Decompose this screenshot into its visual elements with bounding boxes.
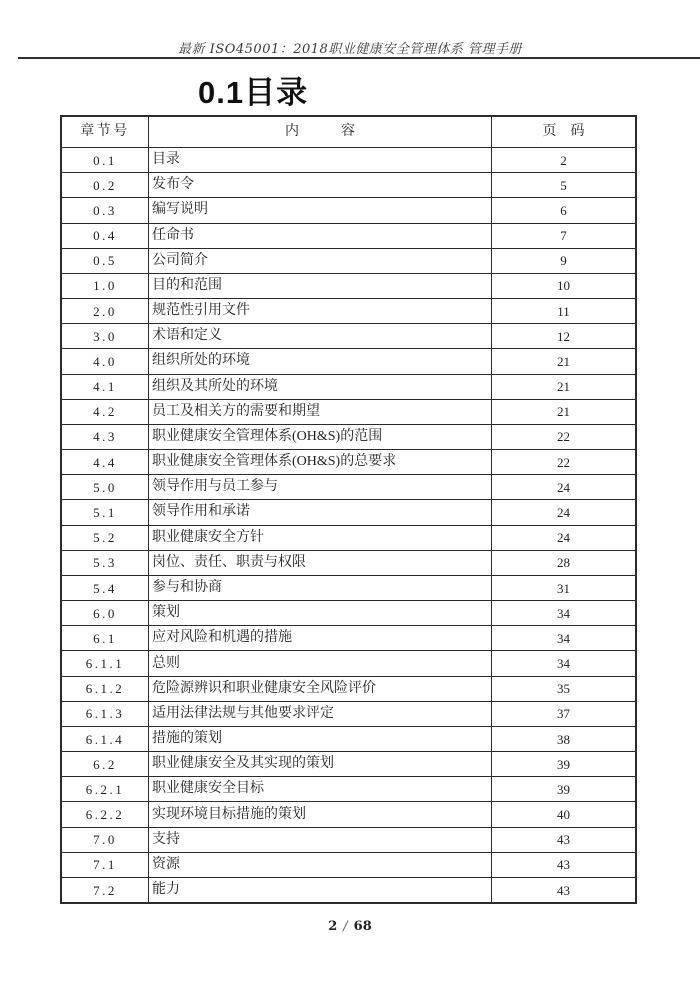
table-row bbox=[62, 525, 635, 550]
chapter-cell: 5.4 bbox=[62, 576, 149, 600]
content-cell: 编写说明 bbox=[152, 202, 208, 218]
content-cell: 参与和协商 bbox=[152, 580, 222, 595]
chapter-cell: 6.1.1 bbox=[62, 651, 149, 675]
table-row bbox=[62, 575, 635, 600]
table-row bbox=[62, 374, 635, 399]
page-cell: 38 bbox=[491, 727, 635, 751]
table-row bbox=[62, 323, 635, 348]
page-title: 0.1目录 bbox=[198, 75, 309, 110]
table-row bbox=[62, 223, 635, 248]
current-page-number: 2 bbox=[328, 919, 338, 934]
page-cell: 22 bbox=[491, 425, 635, 449]
page-cell: 40 bbox=[491, 802, 635, 826]
chapter-cell: 6.2 bbox=[62, 752, 149, 776]
chapter-cell: 6.2.2 bbox=[62, 802, 149, 826]
page-cell: 21 bbox=[491, 375, 635, 399]
chapter-cell: 0.2 bbox=[62, 173, 149, 197]
table-row bbox=[62, 827, 635, 852]
content-cell: 支持 bbox=[152, 831, 180, 847]
chapter-cell: 1.0 bbox=[62, 274, 149, 298]
chapter-cell: 4.4 bbox=[62, 450, 149, 474]
page-cell: 2 bbox=[491, 148, 635, 172]
table-row bbox=[62, 877, 635, 902]
page-cell: 39 bbox=[491, 752, 635, 776]
toc-table bbox=[60, 115, 637, 904]
header-divider-line bbox=[18, 57, 700, 59]
page-cell: 28 bbox=[491, 551, 635, 575]
chapter-cell: 0.4 bbox=[62, 224, 149, 248]
table-row bbox=[62, 701, 635, 726]
column-header-page: 页 码 bbox=[491, 117, 635, 147]
content-cell: 目录 bbox=[152, 152, 180, 168]
table-row bbox=[62, 676, 635, 701]
page-cell: 21 bbox=[491, 400, 635, 424]
chapter-cell: 4.2 bbox=[62, 400, 149, 424]
chapter-cell: 0.3 bbox=[62, 198, 149, 222]
table-row bbox=[62, 172, 635, 197]
content-cell: 职业健康安全及其实现的策划 bbox=[152, 756, 334, 772]
chapter-cell: 0.1 bbox=[62, 148, 149, 172]
table-row bbox=[62, 298, 635, 323]
chapter-cell: 3.0 bbox=[62, 324, 149, 348]
chapter-cell: 4.3 bbox=[62, 425, 149, 449]
page-cell: 24 bbox=[491, 526, 635, 550]
chapter-cell: 7.0 bbox=[62, 828, 149, 852]
page-number-separator: / bbox=[343, 919, 348, 934]
page-cell: 21 bbox=[491, 349, 635, 373]
table-row bbox=[62, 625, 635, 650]
page-number-footer bbox=[0, 919, 700, 934]
page-cell: 43 bbox=[491, 853, 635, 877]
content-cell: 危险源辨识和职业健康安全风险评价 bbox=[152, 680, 376, 696]
chapter-cell: 4.1 bbox=[62, 375, 149, 399]
content-cell: 策划 bbox=[152, 605, 180, 621]
content-cell: 资源 bbox=[152, 856, 180, 872]
content-cell: 职业健康安全管理体系(OH&S)的范围 bbox=[152, 428, 383, 444]
content-cell: 领导作用与员工参与 bbox=[152, 479, 278, 495]
toc-table-header-row bbox=[62, 117, 635, 147]
chapter-cell: 7.1 bbox=[62, 853, 149, 877]
content-cell: 领导作用和承诺 bbox=[152, 504, 250, 520]
content-cell: 规范性引用文件 bbox=[152, 303, 250, 319]
content-cell: 岗位、责任、职责与权限 bbox=[152, 554, 306, 570]
chapter-cell: 5.2 bbox=[62, 526, 149, 550]
page-cell: 24 bbox=[491, 475, 635, 499]
content-cell: 术语和定义 bbox=[152, 328, 222, 344]
table-row bbox=[62, 197, 635, 222]
page-cell: 24 bbox=[491, 500, 635, 524]
content-cell: 适用法律法规与其他要求评定 bbox=[152, 705, 334, 721]
chapter-cell: 6.1 bbox=[62, 626, 149, 650]
chapter-cell: 6.0 bbox=[62, 601, 149, 625]
table-row bbox=[62, 726, 635, 751]
chapter-cell: 6.1.2 bbox=[62, 677, 149, 701]
table-row bbox=[62, 273, 635, 298]
chapter-cell: 4.0 bbox=[62, 349, 149, 373]
content-cell: 职业健康安全方针 bbox=[152, 529, 264, 545]
page-cell: 7 bbox=[491, 224, 635, 248]
page-cell: 22 bbox=[491, 450, 635, 474]
table-row bbox=[62, 449, 635, 474]
chapter-cell: 2.0 bbox=[62, 299, 149, 323]
page-cell: 11 bbox=[491, 299, 635, 323]
content-cell: 目的和范围 bbox=[152, 277, 222, 293]
content-cell: 任命书 bbox=[152, 227, 194, 243]
content-cell: 应对风险和机遇的措施 bbox=[152, 630, 292, 646]
column-header-content: 内 容 bbox=[285, 124, 355, 139]
chapter-cell: 6.2.1 bbox=[62, 777, 149, 801]
document-header-text: 最新 ISO45001：2018职业健康安全管理体系 管理手册 bbox=[178, 42, 522, 57]
page-cell: 43 bbox=[491, 878, 635, 902]
page-cell: 31 bbox=[491, 576, 635, 600]
page-cell: 10 bbox=[491, 274, 635, 298]
page-cell: 37 bbox=[491, 702, 635, 726]
page-cell: 34 bbox=[491, 601, 635, 625]
content-cell: 实现环境目标措施的策划 bbox=[152, 806, 306, 822]
table-row bbox=[62, 348, 635, 373]
table-row bbox=[62, 801, 635, 826]
table-row bbox=[62, 248, 635, 273]
content-cell: 公司简介 bbox=[152, 252, 208, 268]
chapter-cell: 5.0 bbox=[62, 475, 149, 499]
content-cell: 职业健康安全管理体系(OH&S)的总要求 bbox=[152, 454, 397, 470]
content-cell: 职业健康安全目标 bbox=[152, 781, 264, 797]
page-cell: 35 bbox=[491, 677, 635, 701]
page-cell: 6 bbox=[491, 198, 635, 222]
total-page-count: 68 bbox=[353, 919, 372, 934]
chapter-cell: 7.2 bbox=[62, 878, 149, 902]
chapter-cell: 5.3 bbox=[62, 551, 149, 575]
page-cell: 34 bbox=[491, 626, 635, 650]
content-cell: 组织所处的环境 bbox=[152, 353, 250, 369]
table-row bbox=[62, 776, 635, 801]
content-cell: 员工及相关方的需要和期望 bbox=[152, 403, 320, 419]
page-cell: 12 bbox=[491, 324, 635, 348]
content-cell: 组织及其所处的环境 bbox=[152, 378, 278, 394]
table-row bbox=[62, 147, 635, 172]
chapter-cell: 0.5 bbox=[62, 249, 149, 273]
table-row bbox=[62, 550, 635, 575]
content-cell: 总则 bbox=[152, 655, 180, 671]
table-row bbox=[62, 499, 635, 524]
table-row bbox=[62, 650, 635, 675]
content-cell: 措施的策划 bbox=[152, 731, 222, 747]
content-cell: 能力 bbox=[152, 882, 180, 898]
table-row bbox=[62, 600, 635, 625]
page-cell: 9 bbox=[491, 249, 635, 273]
table-row bbox=[62, 852, 635, 877]
table-row bbox=[62, 474, 635, 499]
page-cell: 43 bbox=[491, 828, 635, 852]
page-cell: 34 bbox=[491, 651, 635, 675]
chapter-cell: 6.1.4 bbox=[62, 727, 149, 751]
content-cell: 发布令 bbox=[152, 177, 194, 193]
page-cell: 39 bbox=[491, 777, 635, 801]
table-row bbox=[62, 751, 635, 776]
page-cell: 5 bbox=[491, 173, 635, 197]
chapter-cell: 5.1 bbox=[62, 500, 149, 524]
chapter-cell: 6.1.3 bbox=[62, 702, 149, 726]
table-row bbox=[62, 399, 635, 424]
column-header-chapter: 章节号 bbox=[62, 117, 149, 147]
table-row bbox=[62, 424, 635, 449]
